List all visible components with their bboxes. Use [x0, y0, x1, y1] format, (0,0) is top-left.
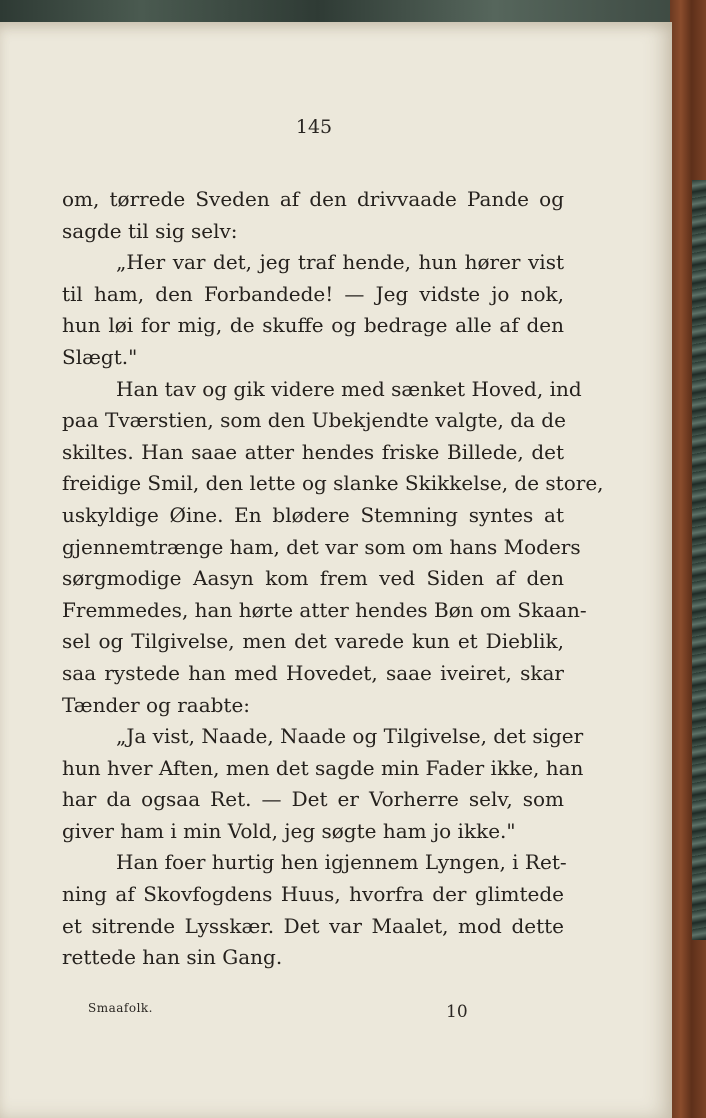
text-line: Tænder og raabte: — [62, 692, 251, 717]
text-line: paa Tværstien, som den Ubekjendte valgte, da de — [62, 408, 566, 433]
text-line: ning af Skovfogdens Huus, hvorfra der glimtede — [62, 882, 564, 907]
text-line: freidige Smil, den lette og slanke Skikkelse, de store, — [62, 471, 604, 496]
text-line: uskyldige Øine. En blødere Stemning syntes at — [62, 502, 564, 527]
text-line: „Her var det, jeg traf hende, hun hører vist — [116, 250, 564, 275]
text-line: „Ja vist, Naade, Naade og Tilgivelse, det siger — [116, 724, 584, 749]
text-line: sagde til sig selv: — [62, 218, 238, 243]
text-line: Slægt." — [62, 344, 138, 369]
text-line: et sitrende Lysskær. Det var Maalet, mod dette — [62, 913, 564, 938]
text-line: Han foer hurtig hen igjennem Lyngen, i Ret- — [116, 850, 567, 875]
text-line: saa rystede han med Hovedet, saae iveiret, skar — [62, 660, 564, 685]
text-line: om, tørrede Sveden af den drivvaade Pande og — [62, 187, 564, 211]
sheet-number: 10 — [446, 1002, 468, 1022]
page-number: 145 — [295, 116, 333, 138]
marbled-endpaper — [692, 180, 706, 940]
text-line: hun løi for mig, de skuffe og bedrage alle af den — [62, 313, 564, 338]
text-line: har da ogsaa Ret. — Det er Vorherre selv, som — [62, 787, 564, 812]
text-line: gjennemtrænge ham, det var som om hans Moders — [62, 534, 581, 559]
text-line: skiltes. Han saae atter hendes friske Billede, det — [62, 439, 564, 464]
signature-mark: Smaafolk. — [88, 1001, 153, 1015]
text-line: til ham, den Forbandede! — Jeg vidste jo nok, — [62, 281, 564, 306]
text-line: rettede han sin Gang. — [62, 945, 283, 970]
text-line: sel og Tilgivelse, men det varede kun et Dieblik, — [62, 629, 564, 654]
book-page — [0, 22, 672, 1118]
text-line: Fremmedes, han hørte atter hendes Bøn om Skaan- — [62, 597, 587, 622]
text-line: giver ham i min Vold, jeg søgte ham jo ikke." — [62, 818, 516, 843]
text-line: hun hver Aften, men det sagde min Fader ikke, han — [62, 755, 584, 780]
text-line: sørgmodige Aasyn kom frem ved Siden af den — [62, 566, 564, 591]
body-text — [62, 184, 604, 974]
text-line: Han tav og gik videre med sænket Hoved, ind — [116, 376, 582, 401]
